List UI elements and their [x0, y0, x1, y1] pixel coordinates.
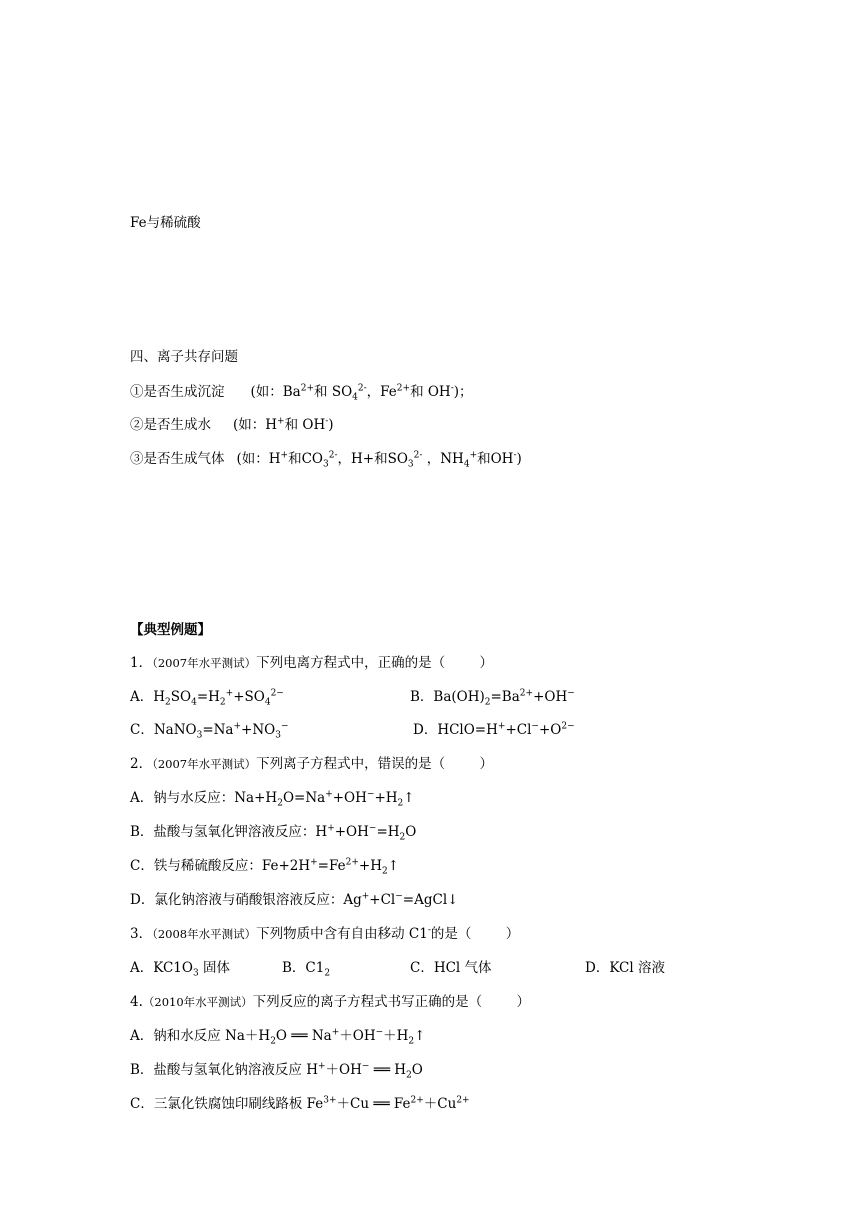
q3-option-c: C．HCl 气体	[410, 960, 492, 976]
rule-precipitate: ①是否生成沉淀 (如：$Ba^{2+}$和 $SO_4^{2-}$，$Fe^{2+}$和 OH-)；	[130, 383, 473, 403]
q3-option-d: D．KCl 溶液	[585, 960, 665, 976]
q1-option-d: D．$HClO=H^++Cl^-+O^{2-}$	[413, 721, 575, 738]
q4-option-a: A．钠和水反应 $Na+H_2O$ ══ $Na^++OH^-+H_2↑$	[130, 1027, 426, 1047]
q2-stem: 2．（2007年水平测试）下列离子方程式中，错误的是（ ）	[130, 756, 493, 772]
q1-stem: 1．（2007年水平测试）下列电离方程式中，正确的是（ ）	[130, 655, 493, 671]
q4-option-b: B．盐酸与氢氧化钠溶液反应 H+＋OH− ══ $H_2O$	[130, 1061, 423, 1081]
q4-option-c: C．三氯化铁腐蚀印刷线路板 $Fe^{3+}+Cu$ ══ $Fe^{2+}+Cu^{2+}$	[130, 1095, 470, 1112]
q2-option-b: B．盐酸与氢氧化钾溶液反应：$H^++OH^-=H_2O$	[130, 823, 417, 843]
q3-option-a: A．$KC1O_3$ 固体	[130, 960, 230, 979]
q4-stem: 4.（2010年水平测试）下列反应的离子方程式书写正确的是（ ）	[130, 994, 531, 1010]
section4-heading: 四、离子共存问题	[130, 349, 238, 365]
rule-water: ②是否生成水 (如：H+和 OH-)	[130, 416, 334, 433]
q2-option-d: D．氯化钠溶液与硝酸银溶液反应：Ag++Cl−=AgCl↓	[130, 891, 459, 908]
q1-option-c: C．$NaNO_3=Na^++NO_3^-$	[130, 721, 289, 741]
q3-option-b: B．$C1_2$	[282, 960, 331, 979]
q1-option-a: A．$H_2SO_4=H_2^++SO_4^{2-}$	[130, 688, 284, 708]
rule-gas: ③是否生成气体 (如：H+和$CO_3^{2-}$，H+和$SO_3^{2-}$ ，$NH_4^+$和OH-)	[130, 450, 522, 470]
examples-heading: 【典型例题】	[130, 622, 211, 638]
q2-option-a: A．钠与水反应：$Na+H_2O=Na^++OH^-+H_2↑$	[130, 789, 415, 809]
q2-option-c: C．铁与稀硫酸反应：$Fe+2H^+=Fe^{2+}+H_2↑$	[130, 857, 400, 877]
fe-label: Fe与稀硫酸	[130, 215, 201, 231]
q1-option-b: B．$Ba(OH)_2=Ba^{2+}+OH^-$	[410, 688, 575, 708]
q3-stem: 3．（2008年水平测试）下列物质中含有自由移动 C1-的是（ ）	[130, 925, 520, 942]
